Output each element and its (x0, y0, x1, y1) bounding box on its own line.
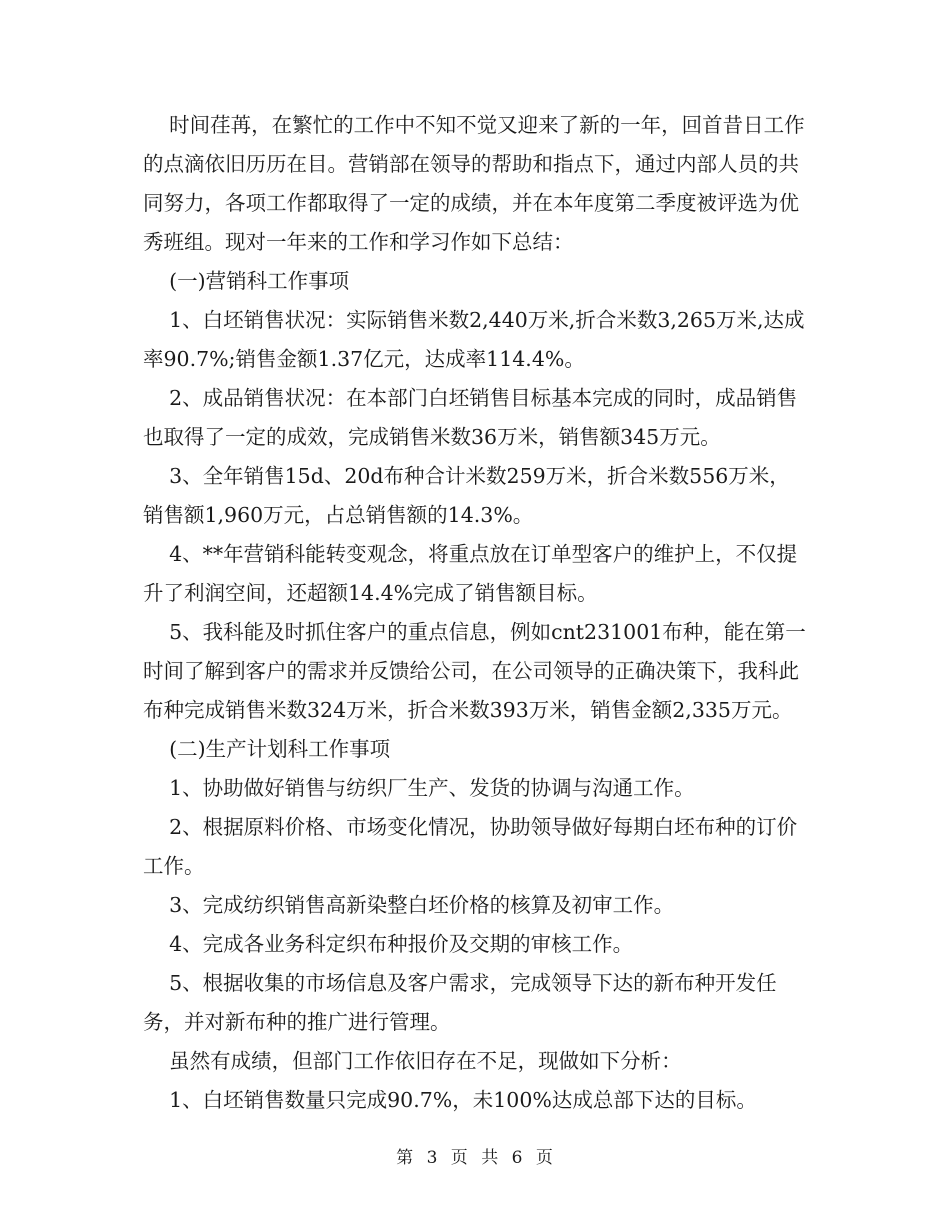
paragraph-planning-item-4: 4、完成各业务科定织布种报价及交期的审核工作。 (143, 932, 634, 956)
paragraph-marketing-item-3: 3、全年销售15d、20d布种合计米数259万米，折合米数556万米，销售额1,960万元，占总销售额的14.3%。 (143, 464, 790, 527)
document-body (143, 106, 808, 1120)
paragraph-marketing-item-5: 5、我科能及时抓住客户的重点信息，例如cnt231001布种，能在第一时间了解到客户的需求并反馈给公司，在公司领导的正确决策下，我科此布种完成销售米数324万米，折合米数393万米，销售金额2,335万元。 (143, 620, 806, 722)
paragraph-marketing-item-2: 2、成品销售状况：在本部门白坯销售目标基本完成的同时，成品销售也取得了一定的成效，完成销售米数36万米，销售额345万元。 (143, 386, 798, 449)
paragraph-intro: 时间荏苒，在繁忙的工作中不知不觉又迎来了新的一年，回首昔日工作的点滴依旧历历在目。营销部在领导的帮助和指点下，通过内部人员的共同努力，各项工作都取得了一定的成绩，并在本年度第二季度被评选为优秀班组。现对一年来的工作和学习作如下总结： (143, 113, 805, 254)
paragraph-marketing-item-4: 4、**年营销科能转变观念，将重点放在订单型客户的维护上，不仅提升了利润空间，还超额14.4%完成了销售额目标。 (143, 542, 798, 605)
paragraph-planning-item-2: 2、根据原料价格、市场变化情况，协助领导做好每期白坯布种的订价工作。 (143, 815, 798, 878)
paragraph-planning-item-5: 5、根据收集的市场信息及客户需求，完成领导下达的新布种开发任务，并对新布种的推广进行管理。 (143, 971, 777, 1034)
paragraph-planning-item-1: 1、协助做好销售与纺织厂生产、发货的协调与沟通工作。 (143, 776, 695, 800)
page-number-footer: 第 3 页 共 6 页 (396, 1148, 554, 1168)
paragraph-shortcomings-intro: 虽然有成绩，但部门工作依旧存在不足，现做如下分析： (143, 1049, 682, 1073)
paragraph-planning-item-3: 3、完成纺织销售高新染整白坯价格的核算及初审工作。 (143, 893, 675, 917)
paragraph-marketing-item-1: 1、白坯销售状况：实际销售米数2,440万米,折合米数3,265万米,达成率90.7%;销售金额1.37亿元，达成率114.4%。 (143, 308, 805, 371)
section-heading-planning: (二)生产计划科工作事项 (143, 737, 391, 761)
paragraph-shortcoming-item-1: 1、白坯销售数量只完成90.7%，未100%达成总部下达的目标。 (143, 1088, 757, 1112)
section-heading-marketing: (一)营销科工作事项 (143, 269, 350, 293)
